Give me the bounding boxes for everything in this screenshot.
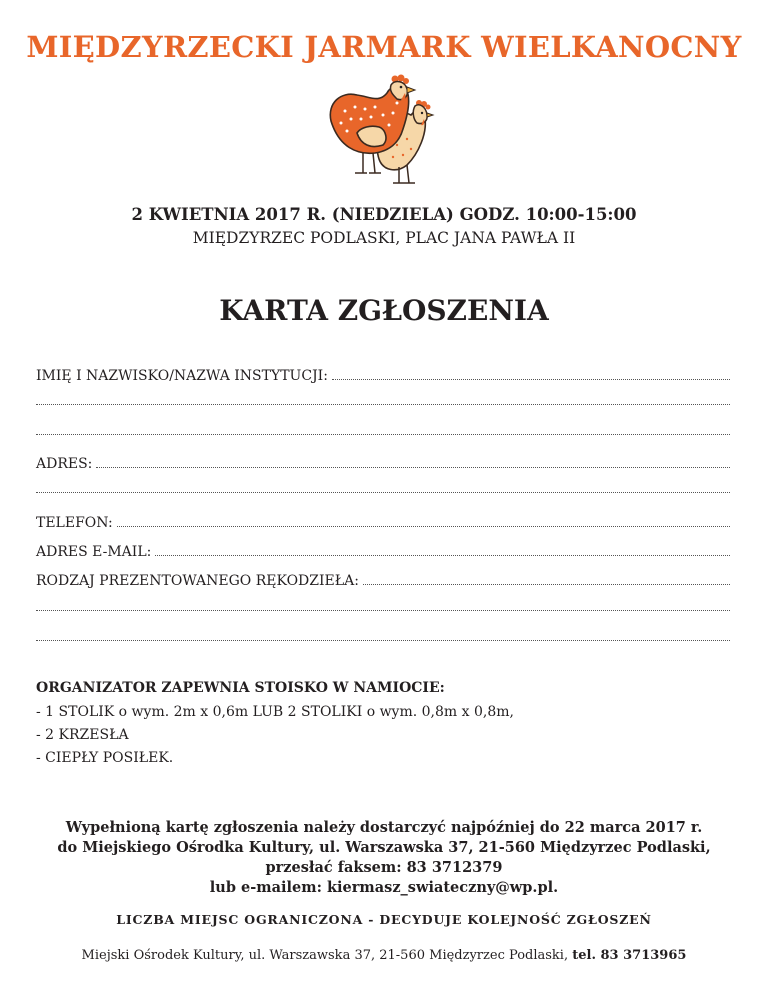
organizer-item: - CIEPŁY POSIŁEK. [36, 750, 174, 766]
craft-line-3[interactable] [36, 640, 730, 641]
phone-label: TELEFON: [36, 515, 113, 531]
notice-line: Wypełnioną kartę zgłoszenia należy dostarczyć najpóźniej do 22 marca 2017 r. [65, 819, 703, 836]
submission-notice [0, 818, 768, 898]
name-line[interactable] [332, 379, 730, 380]
notice-line: przesłać faksem: 83 3712379 [265, 859, 503, 876]
phone-field[interactable] [36, 511, 730, 531]
name-line-3[interactable] [36, 434, 730, 435]
hens-icon [327, 73, 437, 191]
event-date: 2 KWIETNIA 2017 R. (NIEDZIELA) GODZ. 10:00-15:00 [131, 205, 637, 224]
notice-line: lub e-mailem: kiermasz_swiateczny@wp.pl. [209, 879, 559, 896]
name-label: IMIĘ I NAZWISKO/NAZWA INSTYTUCJI: [36, 368, 328, 384]
email-line[interactable] [155, 555, 730, 556]
address-line[interactable] [96, 467, 730, 468]
name-line-2[interactable] [36, 404, 730, 405]
limited-places-note: LICZBA MIEJSC OGRANICZONA - DECYDUJE KOLEJNOŚĆ ZGŁOSZEŃ [116, 912, 652, 927]
name-field[interactable] [36, 364, 730, 384]
phone-line[interactable] [117, 526, 730, 527]
form-title: KARTA ZGŁOSZENIA [219, 294, 549, 327]
address-line-2[interactable] [36, 492, 730, 493]
email-field[interactable] [36, 540, 730, 560]
footer [0, 948, 768, 963]
craft-line[interactable] [363, 584, 730, 585]
footer-phone: tel. 83 3713965 [572, 948, 687, 963]
notice-line: do Miejskiego Ośrodka Kultury, ul. Warszawska 37, 21-560 Międzyrzec Podlaski, [57, 839, 711, 856]
craft-field[interactable] [36, 569, 730, 589]
craft-label: RODZAJ PREZENTOWANEGO RĘKODZIEŁA: [36, 573, 359, 589]
address-label: ADRES: [36, 456, 93, 472]
organizer-heading: ORGANIZATOR ZAPEWNIA STOISKO W NAMIOCIE: [36, 680, 445, 696]
event-place: MIĘDZYRZEC PODLASKI, PLAC JANA PAWŁA II [192, 229, 576, 247]
event-title: MIĘDZYRZECKI JARMARK WIELKANOCNY [26, 30, 742, 64]
email-label: ADRES E-MAIL: [36, 544, 152, 560]
craft-line-2[interactable] [36, 610, 730, 611]
organizer-item: - 1 STOLIK o wym. 2m x 0,6m LUB 2 STOLIKI o wym. 0,8m x 0,8m, [36, 704, 514, 720]
footer-address: Miejski Ośrodek Kultury, ul. Warszawska 37, 21-560 Międzyrzec Podlaski, [81, 948, 573, 963]
address-field[interactable] [36, 452, 730, 472]
organizer-item: - 2 KRZESŁA [36, 727, 129, 743]
